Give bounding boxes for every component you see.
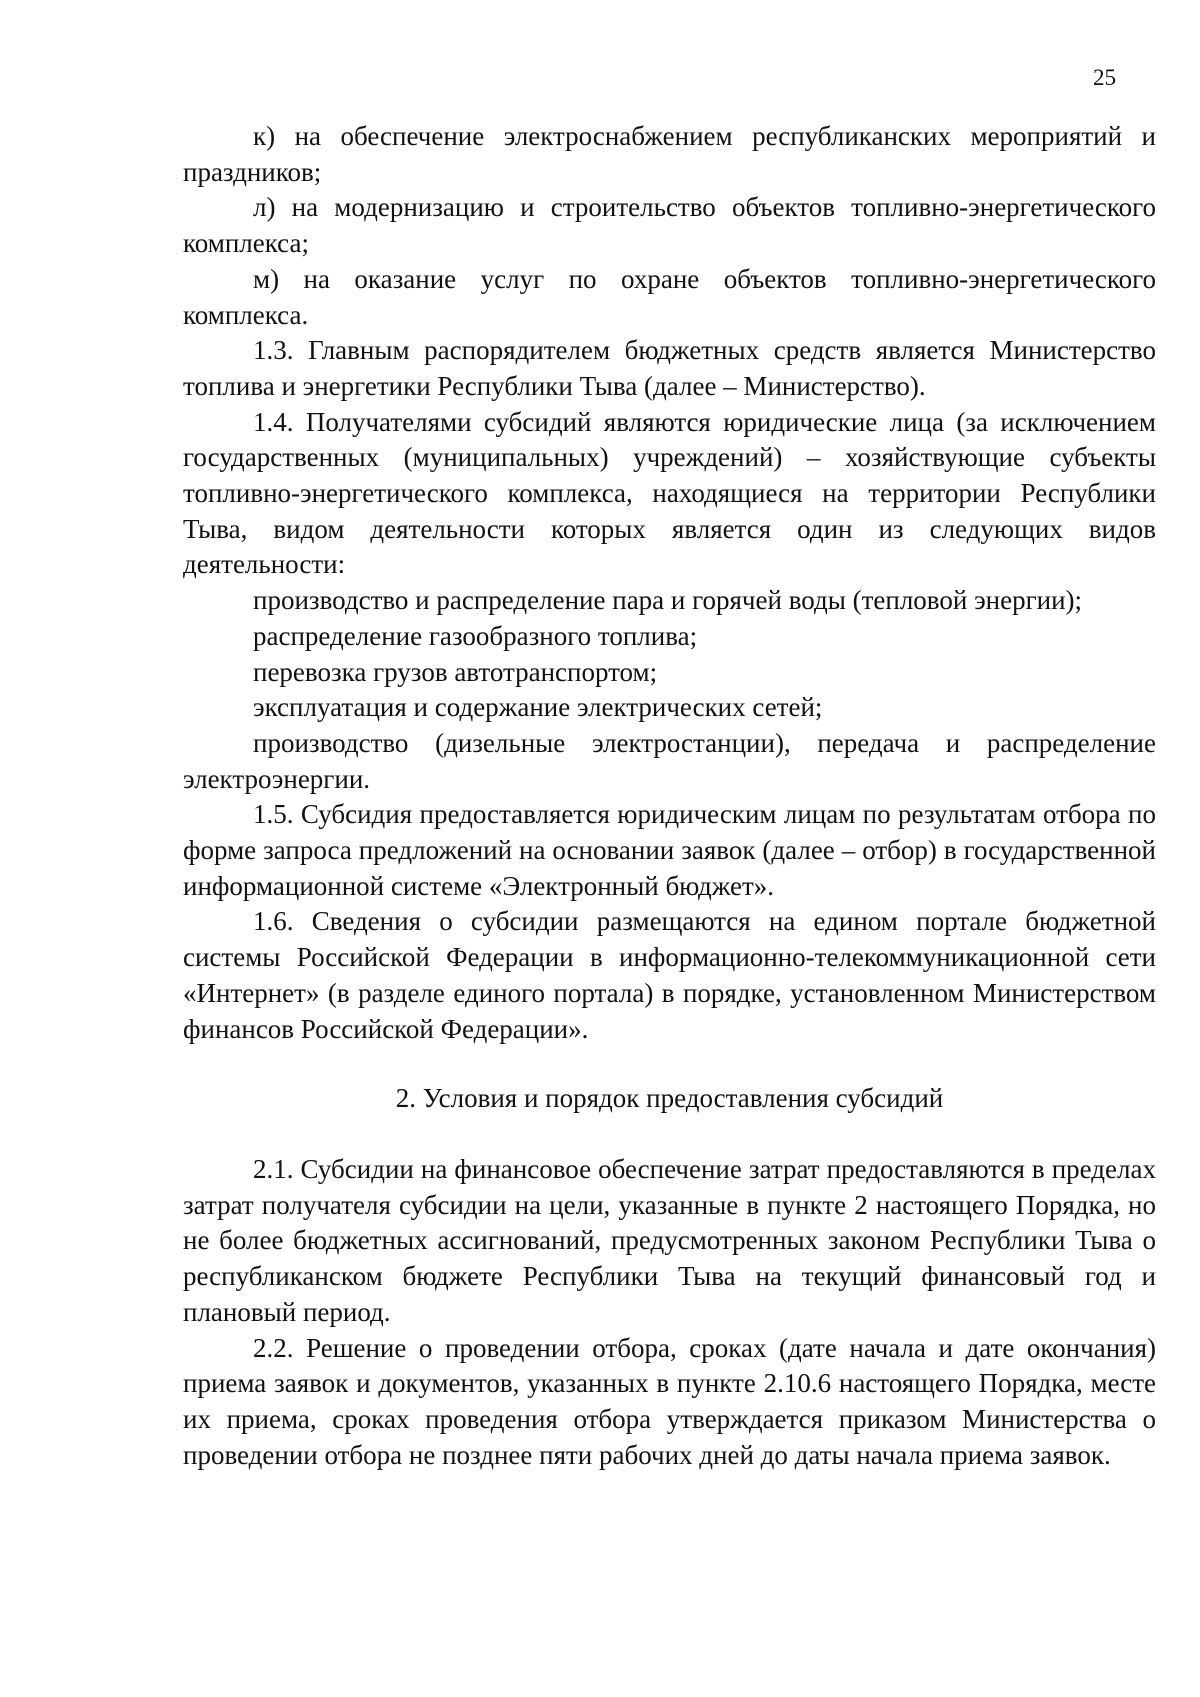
paragraph-2-2: 2.2. Решение о проведении отбора, сроках (дате начала и дате окончания) приема заявок и документов, указанных в пункте 2.10.6 настоящего Порядка, месте их приема, сроках проведения отбора утверждается приказом Министерства о проведении отбора не позднее пяти рабочих дней до даты начала приема заявок. <box>183 1332 1156 1470</box>
activity-item: эксплуатация и содержание электрических сетей; <box>253 692 823 723</box>
paragraph-k: к) на обеспечение электроснабжением республиканских мероприятий и праздников; <box>183 121 1156 187</box>
section-heading: 2. Условия и порядок предоставления субсидий <box>395 1083 944 1114</box>
activity-item: перевозка грузов автотранспортом; <box>253 656 658 687</box>
paragraph-1-4: 1.4. Получателями субсидий являются юридические лица (за исключением государственных (муниципальных) учреждений) – хозяйствующие субъекты топливно-энергетического комплекса, находящиеся на территории Республики Тыва, видом деятельности которых является один из следующих видов деятельности: <box>183 406 1156 580</box>
document-body <box>183 119 1156 1473</box>
paragraph-m: м) на оказание услуг по охране объектов топливно-энергетического комплекса. <box>183 263 1156 330</box>
paragraph-1-5: 1.5. Субсидия предоставляется юридическим лицам по результатам отбора по форме запроса предложений на основании заявок (далее – отбор) в государственной информационной системе «Электронный бюджет». <box>183 799 1156 901</box>
paragraph-2-1: 2.1. Субсидии на финансовое обеспечение затрат предоставляются в пределах затрат получателя субсидии на цели, указанные в пункте 2 настоящего Порядка, но не более бюджетных ассигнований, предусмотренных законом Республики Тыва о республиканском бюджете Республики Тыва на текущий финансовый год и плановый период. <box>183 1153 1156 1327</box>
activity-item: распределение газообразного топлива; <box>253 620 698 651</box>
paragraph-1-6: 1.6. Сведения о субсидии размещаются на едином портале бюджетной системы Российской Федерации в информационно-телекоммуникационной сети «Интернет» (в разделе единого портала) в порядке, установленном Министерством финансов Российской Федерации». <box>183 906 1156 1044</box>
activity-item: производство и распределение пара и горячей воды (тепловой энергии); <box>253 585 1083 616</box>
paragraph-l: л) на модернизацию и строительство объектов топливно-энергетического комплекса; <box>183 192 1156 259</box>
activity-item: производство (дизельные электростанции), передача и распределение электроэнергии. <box>183 727 1156 794</box>
page-number: 25 <box>1093 65 1116 90</box>
paragraph-1-3: 1.3. Главным распорядителем бюджетных средств является Министерство топлива и энергетики Республики Тыва (далее – Министерство). <box>183 335 1156 401</box>
